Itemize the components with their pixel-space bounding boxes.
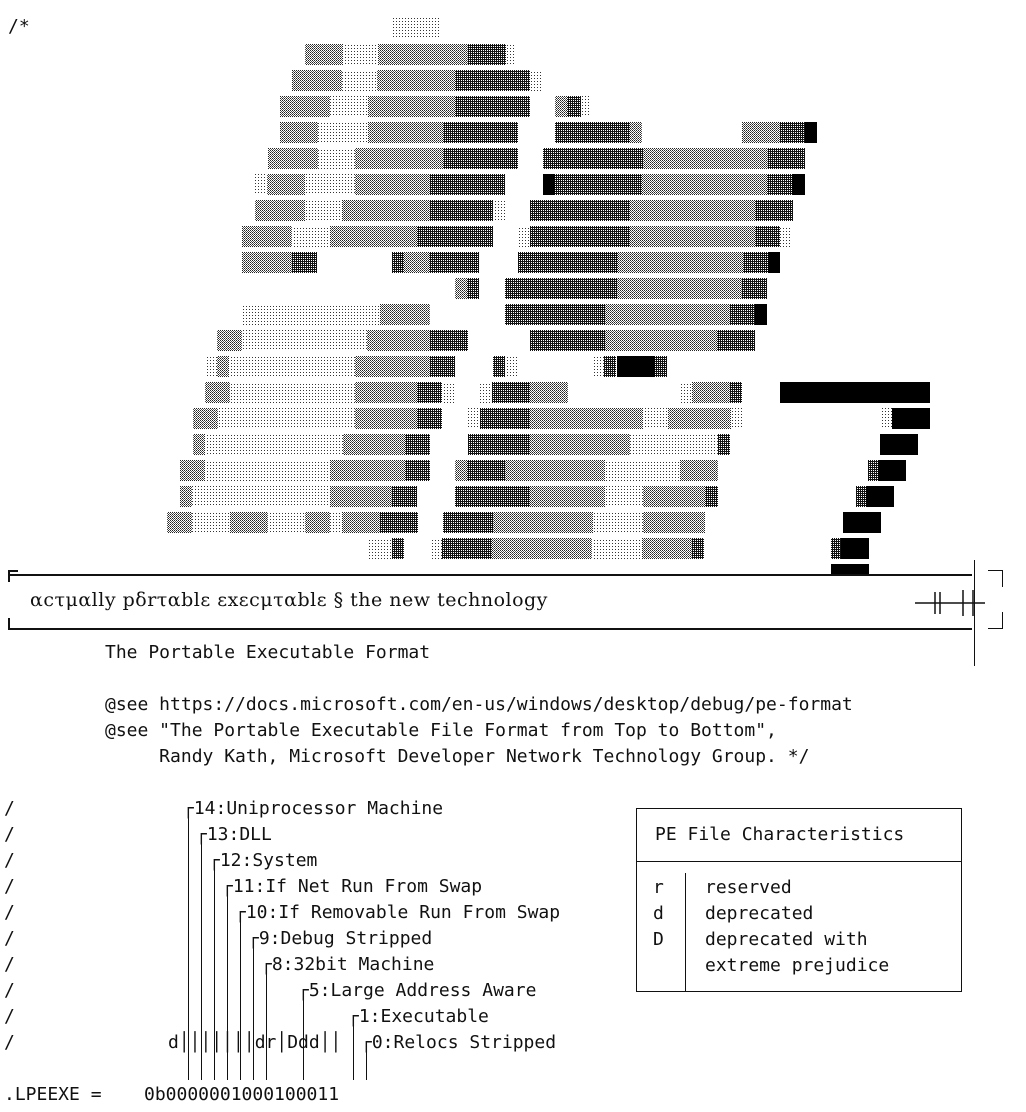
legend-key: D (653, 929, 664, 950)
dither-rows (167, 18, 817, 559)
bit-label: ┌14:Uniprocessor Machine (183, 798, 444, 819)
bit-label: ┌13:DLL (196, 824, 272, 845)
bit-label: ┌10:If Removable Run From Swap (235, 902, 561, 923)
comment-slash: / (4, 876, 15, 897)
bit-label: ┌12:System (209, 850, 318, 871)
banner-corner-tl (8, 570, 18, 582)
legend-key: r (653, 877, 664, 898)
comment-slash: / (4, 824, 15, 845)
banner (10, 574, 972, 630)
comment-slash: / (4, 980, 15, 1001)
banner-corner-bl (8, 618, 18, 630)
banner-corner-br (988, 612, 1003, 629)
def-label: .LPEEXE = (4, 1084, 102, 1105)
bit-label: ┌9:Debug Stripped (248, 928, 433, 949)
comment-slash: / (4, 798, 15, 819)
bit-line (366, 1044, 367, 1080)
bit-label: ┌1:Executable (348, 1006, 489, 1027)
banner-corner-tr (988, 570, 1003, 587)
bit-line (353, 1018, 354, 1080)
comment-slash: / (4, 954, 15, 975)
legend-title: PE File Characteristics (655, 824, 905, 845)
bit-line (266, 966, 267, 1080)
comment-slash: / (4, 1032, 15, 1053)
def-value: 0b0000001000100011 (144, 1084, 340, 1105)
banner-vrule (974, 560, 976, 666)
legend-key: d (653, 903, 664, 924)
legend-desc: deprecated with (705, 929, 868, 950)
see-link-ms: @see https://docs.microsoft.com/en-us/windows/desktop/debug/pe-format (105, 694, 853, 715)
comment-slash: / (4, 1006, 15, 1027)
legend-desc: deprecated (705, 903, 814, 924)
legend-desc: extreme prejudice (705, 955, 890, 976)
see-book: @see "The Portable Executable File Format from Top to Bottom", (105, 720, 777, 741)
see-author: Randy Kath, Microsoft Developer Network Technology Group. */ (105, 746, 810, 767)
comment-slash: / (4, 850, 15, 871)
bit-label: ┌5:Large Address Aware (298, 980, 537, 1001)
bit-label: ┌0:Relocs Stripped (361, 1032, 557, 1053)
bit-line (253, 940, 254, 1080)
bit-label: ┌8:32bit Machine (261, 954, 435, 975)
banner-text: αcτμαlly pδrταblε εxεcμταblε § the new technology (30, 589, 548, 611)
legend-desc: reserved (705, 877, 792, 898)
legend-separator (637, 861, 961, 862)
legend-column-rule (685, 873, 686, 991)
comment-slash: / (4, 902, 15, 923)
digit-seven-art (780, 382, 930, 575)
comment-slash: / (4, 928, 15, 949)
doc-title: The Portable Executable Format (105, 642, 431, 663)
bit-label: ┌11:If Net Run From Swap (222, 876, 483, 897)
flags-row: d│││││││dr│Ddd││ (168, 1032, 342, 1053)
comment-open: /* (8, 16, 30, 37)
legend-box (636, 808, 962, 992)
